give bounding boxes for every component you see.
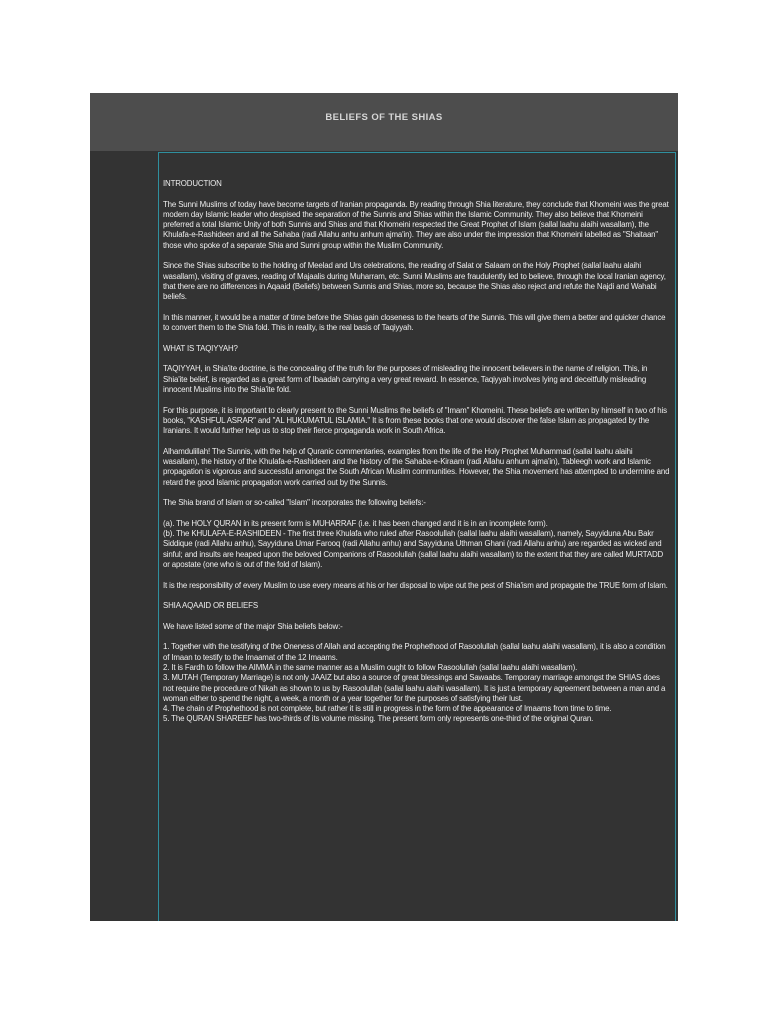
document-body [158, 152, 676, 921]
taqiyyah-paragraph-1: TAQIYYAH, in Shia'ite doctrine, is the concealing of the truth for the purposes of misleading the innocent believers in the name of religion. This, in Shia'ite belief, is regarded as a great form of Ibaadah carrying a very great reward. In essence, Taqiyyah involves lying and deceitfully misleading innocent Muslims into the Shia'ite fold. [163, 364, 648, 394]
taqiyyah-paragraph-2: For this purpose, it is important to clearly present to the Sunni Muslims the beliefs of "Imam" Khomeini. These beliefs are written by himself in two of his books, "KASHFUL ASRAR" and "AL HUKUMATUL ISLAMIA." It is from these books that one would discover the false Islam as propagated by the Iranians. It would further help us to stop their fierce propaganda work in South Africa. [163, 405, 667, 436]
belief-item-2: 2. It is Fardh to follow the AIMMA in the same manner as a Muslim ought to follow Rasoolullah (sallal laahu alaihi wasallam). [163, 662, 578, 672]
document-title: BELIEFS OF THE SHIAS [325, 112, 443, 123]
introduction-heading: INTRODUCTION [163, 179, 222, 188]
taqiyyah-paragraph-3: Alhamdulillah! The Sunnis, with the help of Quranic commentaries, examples from the life of the Holy Prophet Muhammad (sallal laahu alaihi wasallam), the history of the Khulafa-e-Rashideen and the history of the Sahaba-e-Kiraam (radi Allahu anhum ajma'in), Tableegh work and Islamic propagation is vigorous and successful amongst the South African Muslim communities. However, the Shia movement has attempted to undermine and retard the good Islamic propagation work carried out by the Sunnis. [163, 446, 670, 487]
brand-item-b: (b). The KHULAFA-E-RASHIDEEN - The first three Khulafa who ruled after Rasoolullah (sallal laahu alaihi wasallam), namely, Sayyiduna Abu Bakr Siddique (radi Allahu anhu), Sayyiduna Umar Farooq (radi Allahu anhu) and Sayyiduna Uthman Ghani (radi Allahu anhu) are regarded as wicked and sinful; and insults are heaped upon the beloved Companions of Rasoolullah (sallal laahu alaihi wasallam) to the extent that they are called MURTADD or apostate (one who is out of the fold of Islam). [163, 529, 664, 569]
intro-paragraph-1: The Sunni Muslims of today have become targets of Iranian propaganda. By reading through Shia literature, they conclude that Khomeini was the great modern day Islamic leader who despised the separation of the Sunnis and Shias within the Islamic Community. They also believe that Khomeini preferred a total Islamic Unity of both Sunnis and Shias and that Khomeini respected the Great Prophet of Islam (sallal laahu alaihi wasallam), the Khulafa-e-Rashideen and all the Sahaba (radi Allahu anhu anhum ajma'in). They are also under the impression that Khomeini labelled as "Shaitaan" those who spoke of a separate Shia and Sunni group within the Muslim Community. [163, 199, 669, 250]
document-header [90, 93, 678, 151]
intro-paragraph-2: Since the Shias subscribe to the holding of Meelad and Urs celebrations, the reading of Salat or Salaam on the Holy Prophet (sallal laahu alaihi wasallam), visiting of graves, reading of Majaalis during Muharram, etc. Sunni Muslims are fraudulently led to believe, through the local Iranian agency, that there are no differences in Aqaaid (Beliefs) between Sunnis and Shias, more so, because the Shias also reject and refute the Najdi and Wahabi beliefs. [163, 261, 666, 302]
belief-item-4: 4. The chain of Prophethood is not complete, but rather it is still in progress in the form of the appearance of Imaams from time to time. [163, 704, 612, 714]
aqaaid-intro: We have listed some of the major Shia beliefs below:- [163, 621, 343, 631]
brand-list [163, 519, 670, 570]
taqiyyah-heading: WHAT IS TAQIYYAH? [163, 343, 238, 353]
brand-item-a: (a). The HOLY QURAN in its present form is MUHARRAF (i.e. it has been changed and it is in an incomplete form). [163, 518, 548, 528]
responsibility-paragraph: It is the responsibility of every Muslim to use every means at his or her disposal to wipe out the pest of Shia'ism and propagate the TRUE form of Islam. [163, 580, 668, 590]
belief-item-5: 5. The QURAN SHAREEF has two-thirds of its volume missing. The present form only represents one-third of the original Quran. [163, 714, 594, 724]
belief-list [163, 642, 670, 724]
belief-item-3: 3. MUTAH (Temporary Marriage) is not only JAAIZ but also a source of great blessings and Sawaabs. Temporary marriage amongst the SHIAS does not require the procedure of Nikah as shown to us by Rasoolullah (sallal laahu alaihi wasallam). It is just a temporary agreement between a man and a woman either to spend the night, a week, a month or a year together for the purposes of satisfying their lust. [163, 673, 666, 703]
belief-item-1: 1. Together with the testifying of the Oneness of Allah and accepting the Prophethood of Rasoolullah (sallal laahu alaihi wasallam), it is also a condition of Imaan to testify to the Imaamat of the 12 Imaams. [163, 642, 666, 662]
brand-paragraph: The Shia brand of Islam or so-called "Islam" incorporates the following beliefs:- [163, 498, 426, 508]
aqaaid-heading: SHIA AQAAID OR BELIEFS [163, 601, 258, 611]
document-page [90, 93, 678, 921]
intro-paragraph-3: In this manner, it would be a matter of time before the Shias gain closeness to the hearts of the Sunnis. This will give them a better and quicker chance to convert them to the Shia fold. This in reality, is the real basis of Taqiyyah. [163, 312, 666, 333]
